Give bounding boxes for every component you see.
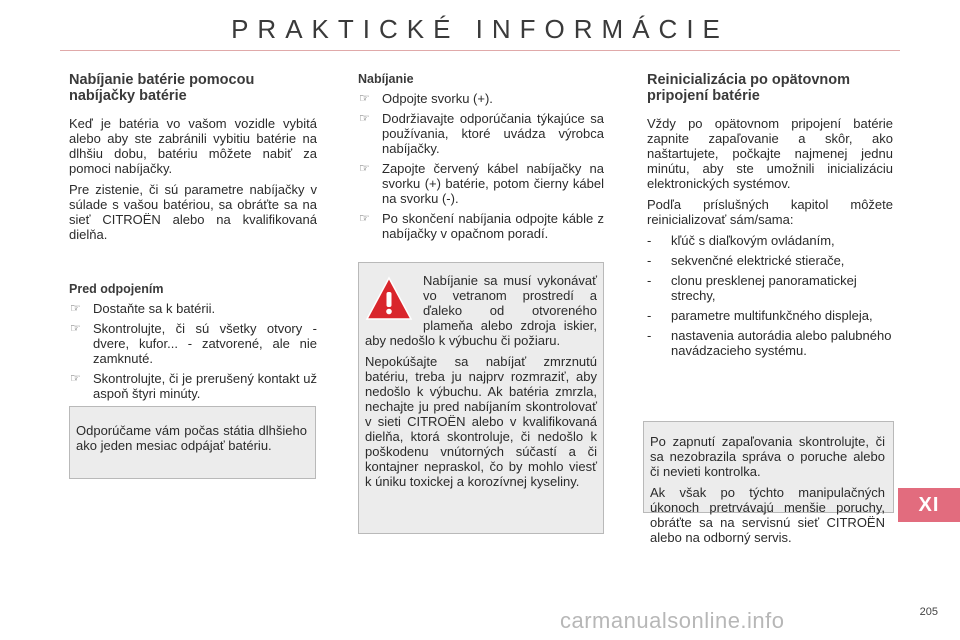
tip-text: Odporúčame vám počas státia dlhšieho ako jeden mesiac odpájať batériu. <box>76 423 307 453</box>
list-item: ☞ Po skončení nabíjania odpojte káble z nabíjačky v opačnom poradí. <box>359 211 604 241</box>
page-title: PRAKTICKÉ INFORMÁCIE <box>231 14 729 44</box>
paragraph: Pre zistenie, či sú parametre nabíjačky v súlade s vašou batériou, sa obráťte sa na sieť CITROËN alebo na kvalifikovaná dielňa. <box>69 182 317 242</box>
list-item: - clonu presklenej panoramatickej strechy, <box>647 273 857 303</box>
warning-triangle-icon <box>365 275 413 323</box>
watermark: carmanualsonline.info <box>560 608 785 633</box>
tip-box-after-ignition <box>643 421 894 545</box>
list-item: ☞ Odpojte svorku (+). <box>359 91 493 106</box>
column-charging <box>358 72 604 246</box>
section-title-charging-with-charger: Nabíjanie batérie pomocou nabíjačky batérie <box>69 72 255 104</box>
title-divider <box>60 50 900 51</box>
paragraph: Podľa príslušných kapitol môžete reinicializovať sám/sama: <box>647 197 893 227</box>
list-item: - kľúč s diaľkovým ovládaním, <box>647 233 835 248</box>
reinit-systems-list <box>647 233 893 358</box>
pointing-hand-icon: ☞ <box>359 211 370 225</box>
pointing-hand-icon: ☞ <box>70 321 81 335</box>
before-disconnect-list <box>69 301 317 401</box>
paragraph: Keď je batéria vo vašom vozidle vybitá alebo aby ste zabránili vybitiu batérie na dlhšiu dobu, batériu môžete nabiť za pomoci nabíjačky. <box>69 116 317 176</box>
page-number: 205 <box>919 606 938 618</box>
warning-text: Nepokúšajte sa nabíjať zmrznutú batériu, treba ju najprv rozmraziť, aby nedošlo k výbuchu. Ak batéria zmrzla, nechajte ju pred nabíjaním skontrolovať v sieti CITROËN alebo v kvalifikovaná dielňa, ktorá skontroluje, či nedošlo k poškodenu vnútorných súčastí a či kontajner nepraskol, čo by mohlo viesť k úniku toxickej a korozívnej kyseliny. <box>365 354 597 489</box>
tip-text: Ak však po týchto manipulačných úkonoch pretrvávajú menšie poruchy, obráťte sa na servisnú sieť CITROËN alebo na odborný servis. <box>650 485 885 545</box>
list-item: - nastavenia autorádia alebo palubného navádzacieho systému. <box>647 328 892 358</box>
column-reinitialization <box>647 72 893 363</box>
warning-box <box>358 262 604 534</box>
subsection-title-before-disconnecting: Pred odpojením <box>69 282 164 296</box>
pointing-hand-icon: ☞ <box>359 161 370 175</box>
section-title-reinitialization: Reinicializácia po opätovnom pripojení batérie <box>647 72 851 104</box>
pointing-hand-icon: ☞ <box>70 371 81 385</box>
column-battery-charger <box>69 72 317 406</box>
chapter-tab: XI <box>898 488 960 522</box>
pointing-hand-icon: ☞ <box>359 91 370 105</box>
tip-text: Po zapnutí zapaľovania skontrolujte, či sa nezobrazila správa o poruche alebo či nevieti kontrolka. <box>650 434 885 479</box>
pointing-hand-icon: ☞ <box>70 301 81 315</box>
charging-steps-list <box>358 91 604 241</box>
list-item: ☞ Skontrolujte, či sú všetky otvory - dvere, kufor... - zatvorené, ale nie zamknuté. <box>70 321 317 366</box>
warning-text: Nabíjanie sa musí vykonávať vo vetranom prostredí a ďaleko od otvoreného plameňa alebo zdroja iskier, aby nedošlo k výbuchu či požiaru. <box>365 273 597 348</box>
list-item: ☞ Zapojte červený kábel nabíjačky na svorku (+) batérie, potom čierny kábel na svorku (-). <box>359 161 604 206</box>
list-item: ☞ Dodržiavajte odporúčania týkajúce sa používania, ktoré uvádza výrobca nabíjačky. <box>359 111 604 156</box>
tip-box-long-parking <box>69 406 316 479</box>
list-item: ☞ Dostaňte sa k batérii. <box>70 301 216 316</box>
list-item: - parametre multifunkčného displeja, <box>647 308 873 323</box>
paragraph: Vždy po opätovnom pripojení batérie zapnite zapaľovanie a skôr, ako naštartujete, počkajte najmenej jednu minútu, aby ste umožnili inicializáciu elektronických systémov. <box>647 116 893 191</box>
list-item: - sekvenčné elektrické stierače, <box>647 253 845 268</box>
pointing-hand-icon: ☞ <box>359 111 370 125</box>
list-item: ☞ Skontrolujte, či je prerušený kontakt už aspoň štyri minúty. <box>70 371 317 401</box>
subsection-title-charging: Nabíjanie <box>358 72 414 86</box>
